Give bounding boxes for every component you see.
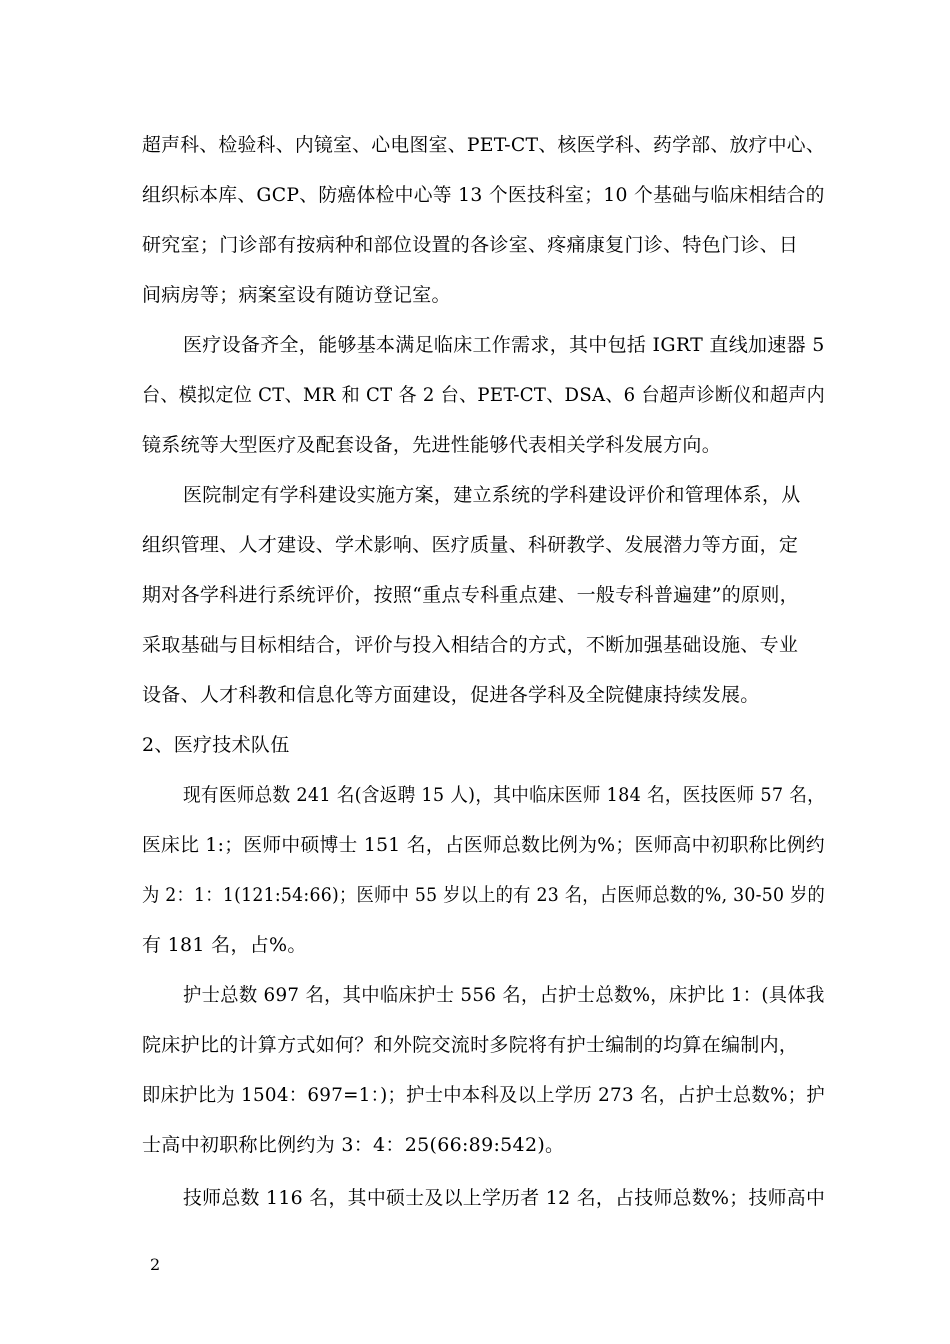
paragraph-line: 研究室；门诊部有按病种和部位设置的各诊室、疼痛康复门诊、特色门诊、日 [142, 234, 799, 256]
paragraph-line: 采取基础与目标相结合，评价与投入相结合的方式，不断加强基础设施、专业 [142, 634, 799, 656]
paragraph-line: 护士总数 697 名，其中临床护士 556 名，占护士总数%，床护比 1：(具体我 [183, 984, 825, 1006]
paragraph-line: 设备、人才科教和信息化等方面建设，促进各学科及全院健康持续发展。 [142, 684, 760, 706]
paragraph-line: 医院制定有学科建设实施方案，建立系统的学科建设评价和管理体系，从 [183, 484, 801, 506]
paragraph-line: 期对各学科进行系统评价，按照“重点专科重点建、一般专科普遍建”的原则， [142, 584, 799, 606]
paragraph-line: 组织管理、人才建设、学术影响、医疗质量、科研教学、发展潜力等方面，定 [142, 534, 799, 556]
paragraph-line: 组织标本库、GCP、防癌体检中心等 13 个医技科室；10 个基础与临床相结合的 [142, 184, 825, 206]
section-heading: 2、医疗技术队伍 [142, 734, 290, 756]
paragraph-line: 间病房等；病案室设有随访登记室。 [142, 284, 451, 306]
paragraph-line: 超声科、检验科、内镜室、心电图室、PET-CT、核医学科、药学部、放疗中心、 [142, 134, 826, 156]
paragraph-line: 有 181 名，占%。 [142, 934, 307, 956]
paragraph-line: 为 2：1：1(121:54:66)；医师中 55 岁以上的有 23 名，占医师总数的%, 30-50 岁的 [142, 884, 826, 906]
paragraph-line: 技师总数 116 名，其中硕士及以上学历者 12 名，占技师总数%；技师高中 [183, 1187, 826, 1209]
paragraph-line: 医疗设备齐全，能够基本满足临床工作需求，其中包括 IGRT 直线加速器 5 [183, 334, 825, 356]
page-number: 2 [150, 1255, 161, 1274]
paragraph-line: 即床护比为 1504：697=1：)；护士中本科及以上学历 273 名，占护士总数%；护 [142, 1084, 825, 1106]
paragraph-line: 现有医师总数 241 名(含返聘 15 人)，其中临床医师 184 名，医技医师 57 名， [183, 784, 826, 806]
paragraph-line: 镜系统等大型医疗及配套设备，先进性能够代表相关学科发展方向。 [142, 434, 722, 456]
paragraph-line: 院床护比的计算方式如何？和外院交流时多院将有护士编制的均算在编制内， [142, 1034, 799, 1056]
paragraph-line: 台、模拟定位 CT、MR 和 CT 各 2 台、PET-CT、DSA、6 台超声诊断仪和超声内 [142, 384, 826, 406]
paragraph-line: 士高中初职称比例约为 3：4：25(66:89:542)。 [142, 1134, 565, 1156]
paragraph-line: 医床比 1:；医师中硕博士 151 名，占医师总数比例为%；医师高中初职称比例约 [142, 834, 825, 856]
